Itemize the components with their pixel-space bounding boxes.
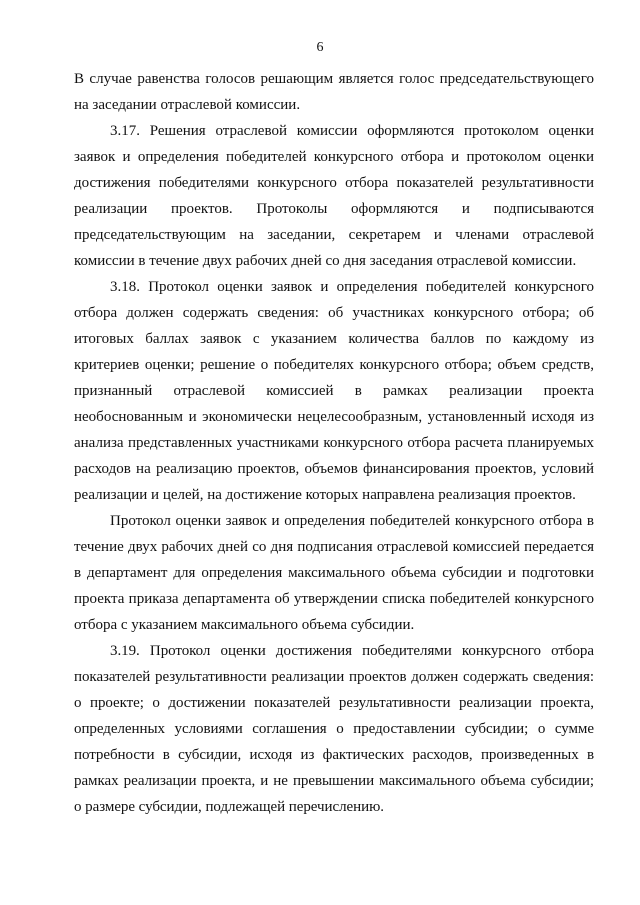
document-body <box>74 66 594 820</box>
paragraph-3-18-protocol-transfer: Протокол оценки заявок и определения победителей конкурсного отбора в течение двух рабочих дней со дня подписания отраслевой комиссией передается в департамент для определения максимального объема субсидии и подготовки проекта приказа департамента об утверждении списка победителей конкурсного отбора с указанием максимального объема субсидии. <box>74 513 594 633</box>
paragraph-voting-tie: В случае равенства голосов решающим является голос председательствующего на заседании отраслевой комиссии. <box>74 71 594 113</box>
page-number: 6 <box>316 40 324 55</box>
paragraph-3-19: 3.19. Протокол оценки достижения победителями конкурсного отбора показателей результативности реализации проектов должен содержать сведения: о проекте; о достижении показателей результативности реализации проекта, определенных условиями соглашения о предоставлении субсидии; о сумме потребности в субсидии, исходя из фактических расходов, произведенных в рамках реализации проекта, и не превышении максимального объема субсидии; о размере субсидии, подлежащей перечислению. <box>74 643 594 815</box>
paragraph-3-17: 3.17. Решения отраслевой комиссии оформляются протоколом оценки заявок и определения победителей конкурсного отбора и протоколом оценки достижения победителями конкурсного отбора показателей результативности реализации проектов. Протоколы оформляются и подписываются председательствующим на заседании, секретарем и членами отраслевой комиссии в течение двух рабочих дней со дня заседания отраслевой комиссии. <box>74 123 594 269</box>
paragraph-3-18: 3.18. Протокол оценки заявок и определения победителей конкурсного отбора должен содержать сведения: об участниках конкурсного отбора; об итоговых баллах заявок с указанием количества баллов по каждому из критериев оценки; решение о победителях конкурсного отбора; объем средств, признанный отраслевой комиссией в рамках реализации проекта необоснованным и экономически нецелесообразным, установленный исходя из анализа представленных участниками конкурсного отбора расчета планируемых расходов на реализацию проектов, объемов финансирования проектов, условий реализации и целей, на достижение которых направлена реализация проектов. <box>74 279 594 503</box>
